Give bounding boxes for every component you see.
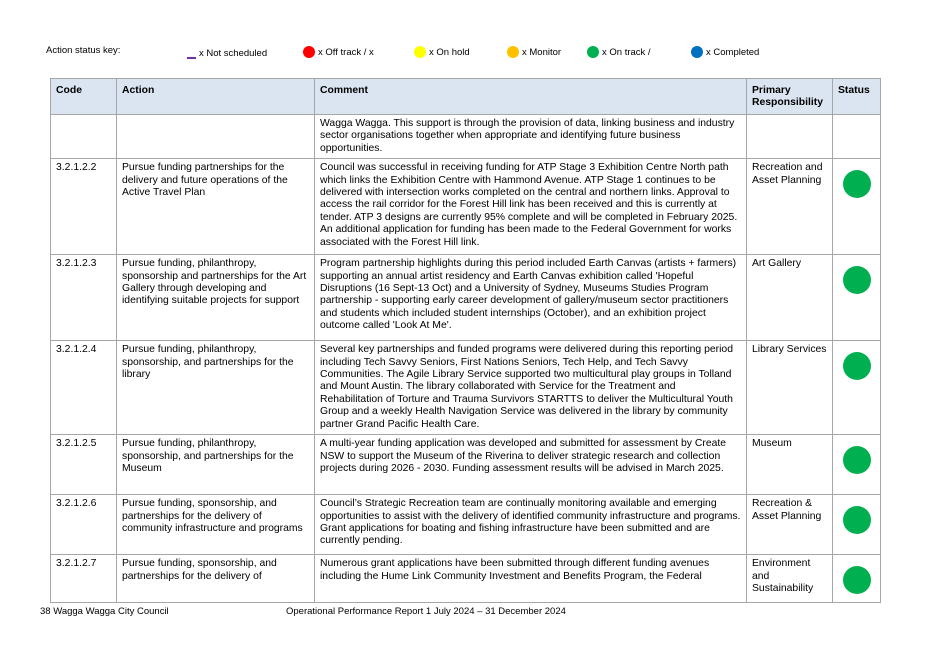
on-track-status-icon (843, 352, 871, 380)
key-label: x Completed (706, 46, 760, 58)
cell-code: 3.2.1.2.5 (51, 435, 117, 495)
key-label: x Monitor (522, 46, 562, 58)
key-completed (691, 46, 759, 58)
key-label: x On hold (429, 46, 470, 58)
cell-status (833, 115, 881, 159)
table-row (51, 341, 881, 435)
cell-comment: Program partnership highlights during this period included Earth Canvas (artists + farmers) supporting an annual artist residency and Earth Canvas exhibition called 'Hopeful Disruptions (16 Sept-13 Oct) and a University of Sydney, Museums Studies Program partnership - supporting early career development of gallery/museum sector practitioners and students which included student internships (October), and an exhibition project outcome called 'Look At Me'. (315, 255, 747, 341)
cell-code: 3.2.1.2.3 (51, 255, 117, 341)
key-label: x Not scheduled (199, 48, 268, 59)
key-monitor (507, 46, 561, 58)
key-not-scheduled (187, 48, 267, 59)
yellow-dot-icon (414, 46, 426, 58)
on-track-status-icon (843, 266, 871, 294)
cell-comment: Numerous grant applications have been submitted through different funding avenues including the Hume Link Community Investment and Benefits Program, the Federal (315, 555, 747, 603)
blue-dot-icon (691, 46, 703, 58)
cell-status (833, 555, 881, 603)
status-key (0, 0, 928, 70)
cell-responsibility: Museum (747, 435, 833, 495)
cell-code: 3.2.1.2.7 (51, 555, 117, 603)
table-row (51, 115, 881, 159)
cell-status (833, 159, 881, 255)
table-header-row (51, 79, 881, 115)
cell-action: Pursue funding, philanthropy, sponsorship, and partnerships for the Museum (117, 435, 315, 495)
cell-code: 3.2.1.2.4 (51, 341, 117, 435)
not-scheduled-dash-icon (187, 57, 196, 59)
cell-comment: Wagga Wagga. This support is through the provision of data, linking business and industry sector organisations together when appropriate and identifying future business opportunities. (315, 115, 747, 159)
header-responsibility: Primary Responsibility (747, 79, 833, 115)
on-track-status-icon (843, 170, 871, 198)
key-off-track (303, 46, 374, 58)
footer-page-info: 38 Wagga Wagga City Council (40, 606, 169, 617)
cell-responsibility (747, 115, 833, 159)
header-comment: Comment (315, 79, 747, 115)
cell-action: Pursue funding partnerships for the delivery and future operations of the Active Travel Plan (117, 159, 315, 255)
cell-code (51, 115, 117, 159)
green-dot-icon (587, 46, 599, 58)
cell-status (833, 255, 881, 341)
cell-action: Pursue funding, philanthropy, sponsorship, and partnerships for the library (117, 341, 315, 435)
cell-status (833, 495, 881, 555)
cell-comment: Several key partnerships and funded programs were delivered during this reporting period including Tech Savvy Seniors, First Nations Seniors, Tech Help, and Tech Savvy Communities. The Agile Library Service supported two multicultural play groups in Tolland and Mount Austin. The library collaborated with Service for the Treatment and Rehabilitation of Torture and Trauma Survivors STARTTS to deliver the Multicultural Youth Group and a weekly Health Navigation Service was delivered in the library by community partner Grand Pacific Health Care. (315, 341, 747, 435)
key-label: x Off track / x (318, 46, 374, 58)
header-code: Code (51, 79, 117, 115)
cell-responsibility: Recreation and Asset Planning (747, 159, 833, 255)
cell-responsibility: Recreation & Asset Planning (747, 495, 833, 555)
cell-comment: Council’s Strategic Recreation team are continually monitoring available and emerging opportunities to assist with the delivery of identified community infrastructure and programs. Grant applications for boating and fishing infrastructure have been submitted and are currently pending. (315, 495, 747, 555)
table-row (51, 555, 881, 603)
on-track-status-icon (843, 566, 871, 594)
cell-comment: A multi-year funding application was developed and submitted for assessment by Create NSW to support the Museum of the Riverina to deliver strategic research and collection projects during 2026 - 2030. Funding assessment results will be advised in March 2025. (315, 435, 747, 495)
table-row (51, 255, 881, 341)
footer-report-title: Operational Performance Report 1 July 2024 – 31 December 2024 (286, 606, 566, 617)
cell-code: 3.2.1.2.6 (51, 495, 117, 555)
actions-table (50, 78, 881, 603)
cell-action: Pursue funding, sponsorship, and partnerships for the delivery of (117, 555, 315, 603)
header-action: Action (117, 79, 315, 115)
cell-code: 3.2.1.2.2 (51, 159, 117, 255)
cell-status (833, 435, 881, 495)
cell-responsibility: Environment and Sustainability (747, 555, 833, 603)
cell-responsibility: Art Gallery (747, 255, 833, 341)
header-status: Status (833, 79, 881, 115)
on-track-status-icon (843, 506, 871, 534)
cell-status (833, 341, 881, 435)
cell-action: Pursue funding, philanthropy, sponsorship and partnerships for the Art Gallery through developing and identifying suitable projects for support (117, 255, 315, 341)
key-on-track (587, 46, 651, 58)
table-row (51, 159, 881, 255)
status-key-title: Action status key: (46, 45, 121, 56)
cell-comment: Council was successful in receiving funding for ATP Stage 3 Exhibition Centre North path which links the Exhibition Centre with Hammond Avenue. ATP Stage 1 continues to be delivered with intersection works completed on the central and northern links. Approval to access the rail corridor for the Forest Hill link has been received and this is currently at tender. ATP 3 designs are currently 95% complete and will be completed in February 2025. An additional application for funding has been made to the Federal Government for works associated with the Forest Hill link. (315, 159, 747, 255)
on-track-status-icon (843, 446, 871, 474)
table-row (51, 435, 881, 495)
cell-action (117, 115, 315, 159)
amber-dot-icon (507, 46, 519, 58)
key-label: x On track / (602, 46, 651, 58)
cell-action: Pursue funding, sponsorship, and partnerships for the delivery of community infrastructure and programs (117, 495, 315, 555)
red-dot-icon (303, 46, 315, 58)
key-on-hold (414, 46, 470, 58)
table-row (51, 495, 881, 555)
cell-responsibility: Library Services (747, 341, 833, 435)
